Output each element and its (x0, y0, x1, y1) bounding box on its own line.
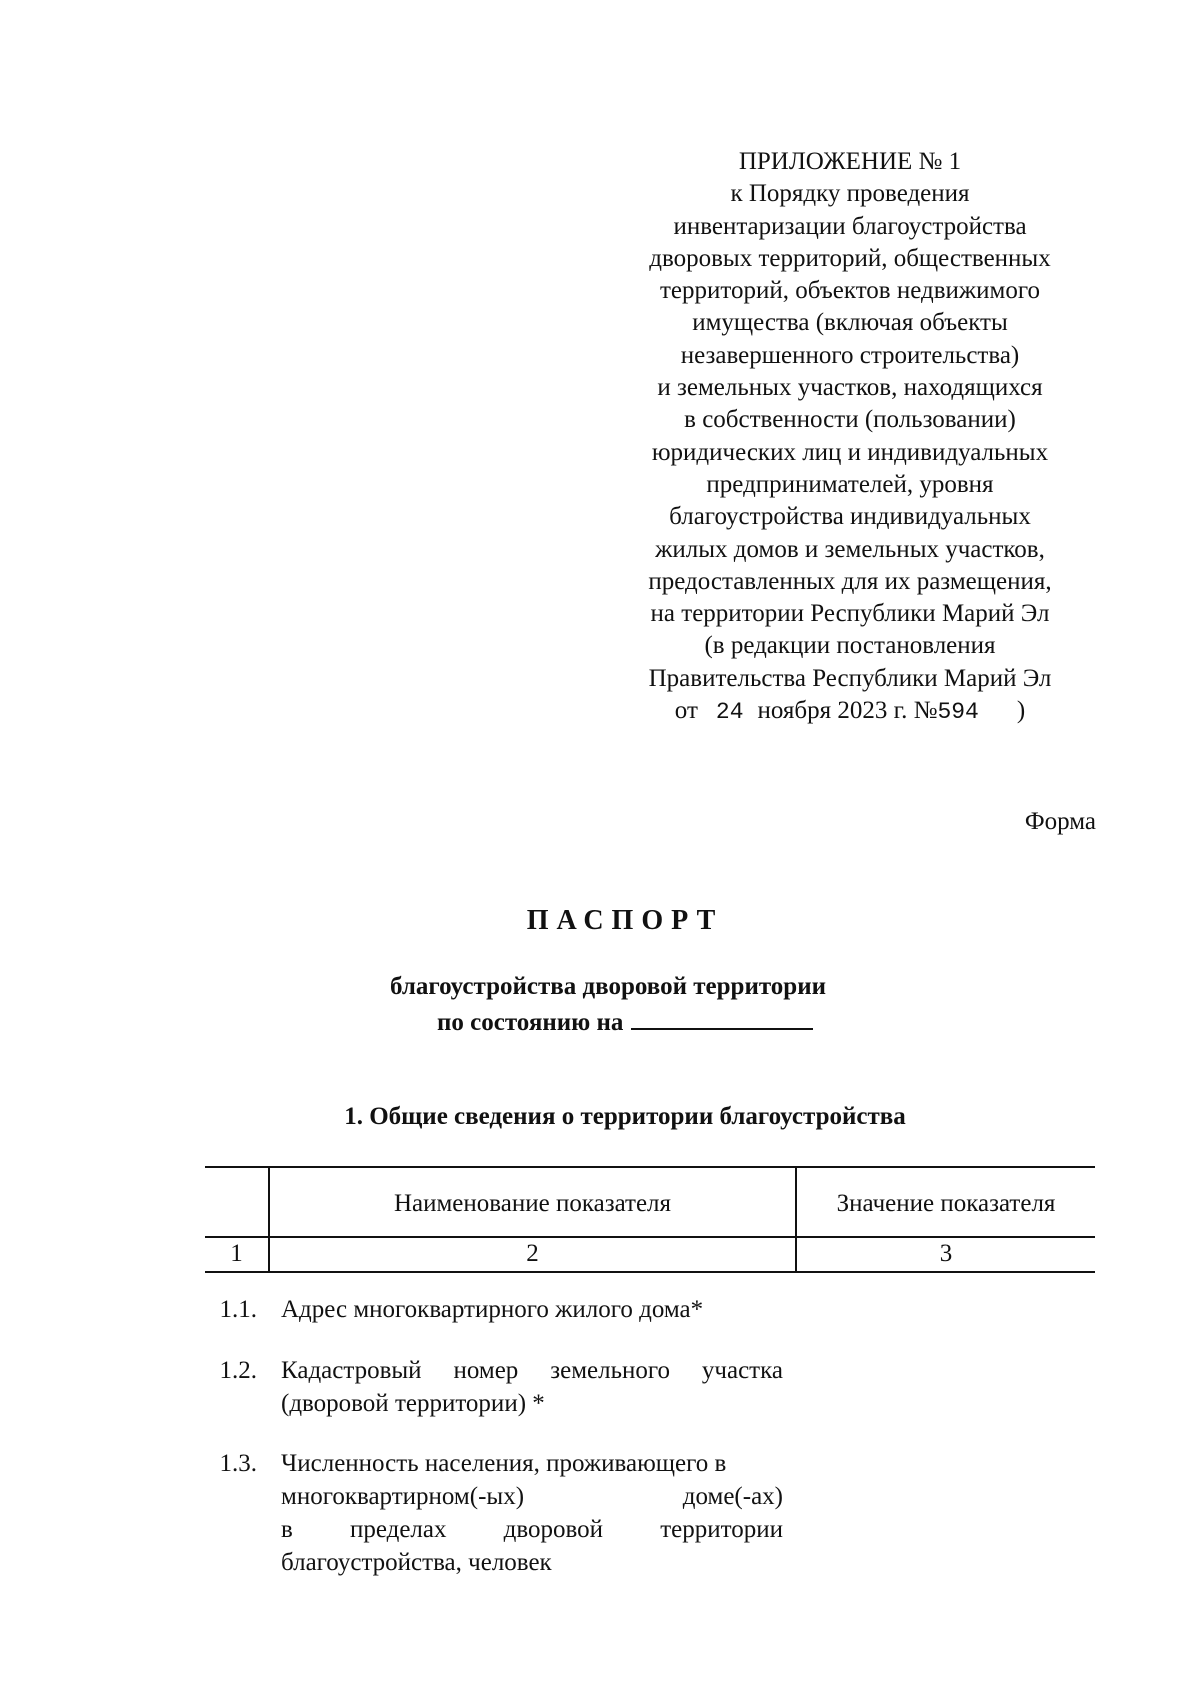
table-rule-top (205, 1166, 1095, 1168)
row-number: 1.2. (219, 1357, 257, 1384)
row-word: территории (660, 1516, 783, 1543)
row-word: участка (701, 1357, 783, 1384)
row-word: земельного (550, 1357, 670, 1384)
date-blank-field (631, 1006, 813, 1030)
row-indicator-name (281, 1293, 783, 1326)
header-cell-name: Наименование показателя (393, 1190, 672, 1217)
appendix-line: в собственности (пользовании) (684, 406, 1016, 434)
table-rule-header (205, 1236, 1095, 1238)
date-rest: ноября 2023 г. № (757, 697, 938, 725)
appendix-line: жилых домов и земельных участков, (655, 535, 1045, 563)
passport-subtitle: благоустройства дворовой территории (390, 973, 827, 1000)
row-text-line: благоустройства, человек (281, 1549, 552, 1576)
row-word: доме(-ах) (682, 1483, 783, 1510)
row-text-line: Численность населения, проживающего в (281, 1450, 727, 1477)
section-title: 1. Общие сведения о территории благоустройства (344, 1103, 906, 1130)
appendix-line: предоставленных для их размещения, (648, 567, 1052, 595)
row-text-line (281, 1480, 783, 1513)
table-rule-numbers (205, 1271, 1095, 1273)
row-text-line (281, 1513, 783, 1546)
appendix-line: юридических лиц и индивидуальных (651, 438, 1049, 466)
row-word: в (281, 1516, 293, 1543)
decree-number: 594 (937, 699, 979, 726)
row-word: номер (453, 1357, 519, 1384)
row-text-line: (дворовой территории) * (281, 1390, 545, 1417)
row-word: дворовой (503, 1516, 604, 1543)
appendix-line: к Порядку проведения (730, 180, 970, 208)
appendix-line: и земельных участков, находящихся (657, 374, 1043, 402)
form-label: Форма (1024, 808, 1096, 835)
appendix-line: инвентаризации благоустройства (673, 212, 1027, 240)
row-word: пределах (349, 1516, 447, 1543)
column-number-cell: 3 (939, 1240, 953, 1267)
appendix-header (590, 146, 1110, 728)
row-word: многоквартирном(-ых) (281, 1483, 525, 1510)
row-number: 1.1. (219, 1296, 257, 1323)
date-day: 24 (715, 699, 744, 726)
row-text-line (281, 1354, 783, 1387)
row-indicator-name (281, 1354, 783, 1420)
passport-title: ПАСПОРТ (526, 905, 724, 936)
date-prefix: от (674, 697, 698, 725)
row-word: Кадастровый (281, 1357, 422, 1384)
row-text-line: Адрес многоквартирного жилого дома* (281, 1296, 704, 1323)
appendix-line: имущества (включая объекты (692, 309, 1008, 337)
appendix-line: (в редакции постановления (704, 632, 996, 660)
column-number-cell: 1 (230, 1240, 243, 1267)
appendix-date-line (590, 695, 1110, 728)
appendix-line: Правительства Республики Марий Эл (648, 664, 1052, 692)
appendix-line: дворовых территорий, общественных (649, 244, 1051, 272)
appendix-line: ПРИЛОЖЕНИЕ № 1 (738, 148, 962, 175)
column-number-cell: 2 (526, 1240, 539, 1267)
appendix-line: незавершенного строительства) (680, 341, 1020, 369)
appendix-line: предпринимателей, уровня (706, 470, 994, 498)
row-number: 1.3. (219, 1450, 257, 1477)
row-indicator-name (281, 1447, 783, 1579)
passport-date-line (437, 1006, 813, 1037)
appendix-line: благоустройства индивидуальных (669, 503, 1031, 531)
passport-date-label: по состоянию на (437, 1009, 624, 1036)
appendix-line: на территории Республики Марий Эл (650, 600, 1050, 628)
date-close: ) (1016, 697, 1026, 725)
appendix-line: территорий, объектов недвижимого (660, 277, 1040, 305)
header-cell-value: Значение показателя (836, 1190, 1056, 1217)
